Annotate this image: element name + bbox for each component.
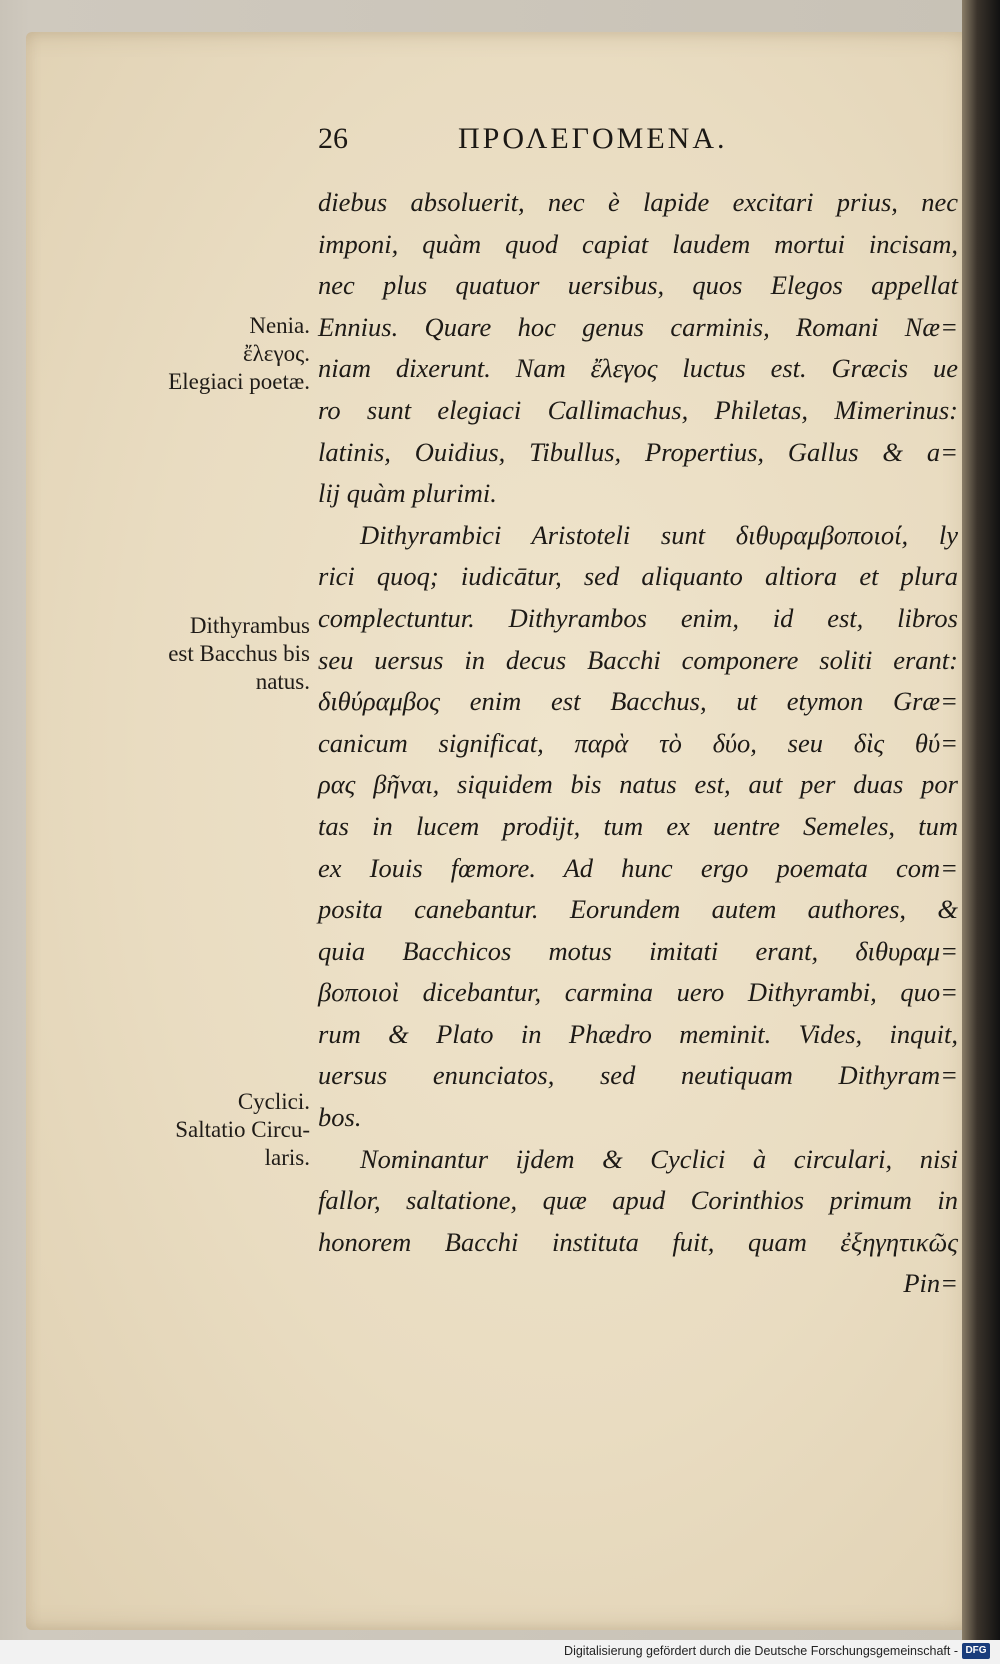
text-line: Ennius. Quare hoc genus carminis, Romani Næ= — [318, 311, 958, 342]
text-line: Nominantur ijdem & Cyclici à circulari, nisi — [360, 1143, 958, 1174]
text-line: honorem Bacchi instituta fuit, quam ἐξηγητικῶς — [318, 1226, 958, 1257]
text-line: imponi, quàm quod capiat laudem mortui incisam, — [318, 228, 958, 259]
marginal-note-line: Saltatio Circu- — [175, 1117, 310, 1142]
text-line: rici quoq; iudicātur, sed aliquanto altiora et plura — [318, 561, 958, 592]
marginal-note-line: Elegiaci poetæ. — [168, 369, 310, 394]
running-head — [318, 118, 958, 168]
text-line: quia Bacchicos motus imitati erant, διθυραμ= — [318, 935, 958, 966]
main-text-block — [318, 182, 958, 1305]
page-number: 26 — [318, 122, 348, 155]
marginal-note — [110, 612, 310, 696]
text-line: niam dixerunt. Nam ἔλεγος luctus est. Græcis ue — [318, 353, 958, 384]
footer-credit: Digitalisierung gefördert durch die Deutsche Forschungsgemeinschaft - — [564, 1644, 958, 1658]
text-line: posita canebantur. Eorundem autem authores, & — [318, 894, 958, 925]
text-line: ex Iouis fœmore. Ad hunc ergo poemata com= — [318, 852, 958, 883]
text-line: nec plus quatuor uersibus, quos Elegos appellat — [318, 270, 958, 301]
dfg-logo-icon: DFG — [962, 1643, 990, 1659]
text-line: uersus enunciatos, sed neutiquam Dithyram= — [318, 1060, 958, 1091]
marginal-note-line: est Bacchus bis — [168, 641, 310, 666]
text-line: diebus absoluerit, nec è lapide excitari prius, nec — [318, 187, 958, 217]
footer-bar — [0, 1640, 1000, 1664]
text-line: διθύραμβος enim est Bacchus, ut etymon Græ= — [318, 686, 958, 717]
text-line: canicum significat, παρὰ τὸ δύο, seu δὶς θύ= — [318, 727, 958, 758]
text-line: βοποιοὶ dicebantur, carmina uero Dithyrambi, quo= — [318, 977, 958, 1008]
text-line: seu uersus in decus Bacchi componere soliti erant: — [318, 644, 958, 675]
marginal-note-line: Nenia. — [249, 313, 310, 338]
text-line: latinis, Ouidius, Tibullus, Propertius, Gallus & a= — [318, 436, 958, 467]
marginal-note-line: natus. — [255, 669, 310, 694]
text-line: tas in lucem prodijt, tum ex uentre Semeles, tum — [318, 810, 958, 841]
book-spine-edge — [962, 0, 1000, 1664]
marginal-note-line: Dithyrambus — [189, 613, 310, 638]
text-line: rum & Plato in Phædro meminit. Vides, inquit, — [318, 1018, 958, 1049]
text-line: bos. — [318, 1102, 362, 1133]
text-line: Pin= — [903, 1268, 958, 1299]
text-line: Dithyrambici Aristoteli sunt διθυραμβοποιοί, ly — [360, 519, 958, 550]
text-line: ro sunt elegiaci Callimachus, Philetas, Mimerinus: — [318, 394, 958, 425]
marginal-note — [110, 1088, 310, 1172]
running-head-title: ΠΡΟΛΕΓΟΜΕΝΑ. — [458, 122, 728, 155]
text-line: fallor, saltatione, quæ apud Corinthios primum in — [318, 1185, 958, 1216]
marginal-note-line: ἔλεγος. — [243, 341, 310, 366]
text-line: lij quàm plurimi. — [318, 478, 497, 509]
marginal-note-line: laris. — [264, 1145, 310, 1170]
marginal-note — [110, 312, 310, 396]
marginal-note-line: Cyclici. — [237, 1089, 310, 1114]
text-line: complectuntur. Dithyrambos enim, id est, libros — [318, 602, 958, 633]
text-line: ρας βῆναι, siquidem bis natus est, aut per duas por — [318, 769, 958, 800]
